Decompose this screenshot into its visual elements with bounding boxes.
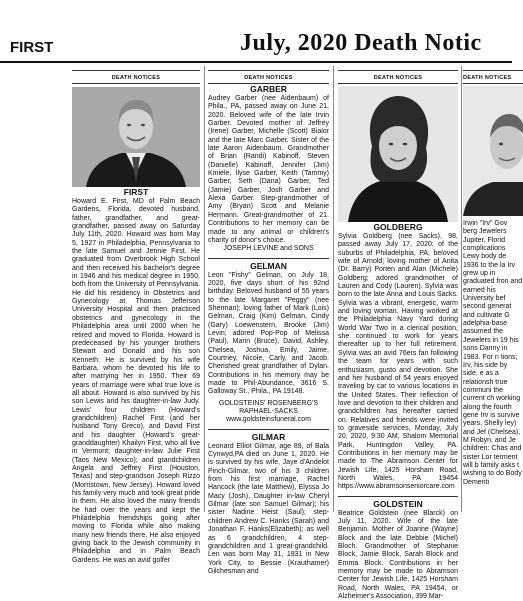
funeral-home-gelman: GOLDSTEINS' ROSENBERG'S RAPHAEL-SACKS www.goldsteinsfuneral.com	[218, 399, 319, 424]
portrait-photo-goldberg	[338, 86, 458, 222]
notice-divider	[208, 258, 329, 259]
portrait-photo-partial	[463, 86, 523, 216]
obituary-text-first: Howard E. First, MD of Palm Beach Gardens, Florida, devoted husband, father, grandfather, and great-grandfather, passed away on Saturday July 11th, 2020. Howard was born May 5, 1927 in Philadelphia, Pennsylvania to the late Samuel and Jennie First. He graduated from Overbrook High School and then received his bachelor's degree in 1946 and his medical degree in 1950, both from the University of Pennsylvania. He did his residency in Obstetrics and Gynecology at Thomas Jefferson University Hospital and then practiced obstetrics and gynecology in the Philadelphia area until 2000 when he retired and moved to Florida. Howard is predeceased by his younger brothers Stewart and Donald and his son Kenneth. He is survived by his wife Barbara, whom he devoted his life to after marrying her in 1950. Their 69 years of marriage were what true love is all about. Howard is also survived by his son Lewis and his daughter-in-law Judy. Lewis' four children (Howard's grandchildren) Rachel First (and her husband Tony Greco), and David First and his daughter (Howard's great-granddaughter) Khailyn First, who all live in Vermont; daughter-in-law Julie First (Taos New Mexico); and grandchildren Angela and Jeffrey First (Houston, Texas) and step-grandson Joseph Rizzo (Morristown, New Jersey). Howard loved his family very much and took great pride in them. He also loved the many friends he had over the years and kept the Philadelphia friendships going after moving to Florida while also making many new friends there. He also enjoyed giving back to the Jewish community in Philadelphia and in Palm Beach Gardens. He was an avid golfer	[72, 198, 200, 564]
deceased-name-gilmar: GILMAR	[251, 431, 286, 442]
column-divider	[204, 66, 205, 512]
obituary-text-gilmar: Leonard Elliot Gilmar, age 89, of Bala Cynwyd,PA died on June 1, 2020. He is survived by his wife, Jaye d'Andelot Pinch-Gilmar, two of his 3 children from his first marriage, Rachel Hancock (the late Matthew), Elyssa Jo Macy (Josh), Daughter in-law Cheryl Gilmar (late son Samuel Gilmar); his sister Nadine Heist (Saul); step-children Andrew C. Hanks (Sarah) and Jonathan F. Hanks(Elizabeth); as well as 6 grandchildren, 4 step-grandchildren and 1 great-grandchild. Len was born May 31, 1931 in New York City, to Bessie (Krauthamer) Gilchesman and	[208, 442, 329, 575]
notice-column-partial	[463, 66, 523, 512]
obituary-text-partial: Irwin "Irv" Gov berg Jewelers Jupiter, Florid complications Lewy body de 1936 to the la Irv grew up in graduated fron and earned his University bef second generat and cultivate G adelphia-base assumed the Jewelers in 19 his sons Danny in 1983. For n tions; Irv, his side by side, e as a relationsh true communi the current ch working along the fourth gene Irv is survive years, Shelly ley) and Jef (Chelsea), M Robyn, and Je children: Chas and sister Lor terment will b family asks t wishing to do Body Dementi	[463, 220, 523, 486]
portrait-photo-first	[72, 87, 200, 187]
death-notices-label: DEATH NOTICES	[72, 70, 200, 84]
funeral-home-garber: JOSEPH LEVINE and SONS	[223, 245, 314, 253]
deceased-name-goldstein: GOLDSTEIN	[373, 498, 423, 509]
page-title: July, 2020 Death Notic	[240, 30, 482, 56]
deceased-name-garber: GARBER	[250, 84, 287, 94]
section-name: FIRST	[10, 39, 54, 56]
notice-divider	[338, 496, 458, 497]
column-divider	[461, 66, 462, 512]
header-rule	[0, 61, 512, 63]
death-notices-label: DEATH NOTICES	[338, 70, 458, 84]
death-notices-label: DEATH NOTICES	[208, 70, 329, 84]
notice-column-garber-gelman-gilmar	[208, 66, 329, 575]
obituary-text-goldstein: Beatrice Goldstein (nee Blarck) on July 11, 2020. Wife of the late Benjamin. Mother of Joanne (Wayne) Block and the late Debbie (Michel) Bloch. Grandmother of Stephanie Block, Jamie Block, Sarah Block and Emma Block. Contributions in her memory may be made to Abramson Center for Jewish Life, 1425 Horsham Road, North Wales, PA 19454, or Alzheimer's Association, 399 Mar-	[338, 509, 458, 601]
column-divider	[333, 66, 334, 512]
obituary-text-goldberg: Sylvia Goldberg (nee Sacks), 98, passed away July 17, 2020; of the suburbs of Philadelphia, PA; beloved wife of Arnold; loving mother of Anita (Dr. Barry) Porten and Alan (Michele) Goldberg; adored grandmother of Lauren and Cody (Lauren). Sylvia was born to the late Anna and Louis Sacks. Sylvia was a vibrant, energetic, warm and loving woman. Having worked at the Philadelphia Navy Yard during World War Two in a clerical position, she continued to work for years thereafter up to her full retirement. Sylvia was an avid 76ers fan following the team for years with such enthusiasm, gusto and devotion. She and her husband of 54 years enjoyed traveling by car to various locations in the United States. Their reflection of love and devotion to their children and grandchildren has hereafter carried on. Relatives and friends were invited to graveside services, Monday, July 20, 2020, 9:30 AM, Shalom Memorial Park, Huntingdon Valley, PA. Contributions in her memory may be made to The Abramson Center for Jewish Life, 1425 Horsham Road, North Wales, PA 19454 https://www.abramsonseniorcare.com	[338, 233, 458, 491]
deceased-name-goldberg: GOLDBERG	[373, 222, 423, 232]
notice-column-first	[72, 66, 200, 564]
death-notices-label: DEATH NOTICES	[463, 70, 523, 84]
deceased-name-gelman: GELMAN	[250, 260, 287, 271]
deceased-name-first: FIRST	[123, 187, 149, 197]
obituary-text-gelman: Leon "Fishy" Gelman, on July 18, 2020, five days short of his 92nd birthday. Beloved husband of 55 years to the late Margaret "Peggy" (nee Sherman); loving father of Mark (Lois) Gelman, Craig (Kim) Gelman, Cindy (Gary) Loewenstern, Brooke (Jim) Levin; adored Pop-Pop of Melissa (Paul), Marin (Bruce), David, Ashley, Chelsea, Joshua, Emily, Jaime, Courtney, Nicole, Carly, and Jacob. Cherished great grandfather of Dylan. Contributions in his memory may be made to Phil-Abundance, 3616 S. Galloway St., Phila., PA 19148.	[208, 271, 329, 396]
notice-divider	[208, 429, 329, 430]
notice-column-goldberg-goldstein	[338, 66, 458, 601]
page-header	[0, 0, 512, 66]
obituary-text-garber: Audrey Garber (nee Aidenbaum) of Phila., PA, passed away on June 21, 2020. Beloved wife of the late Irvin Garber. Devoted mother of Jeffrey (Irene) Garber, Michelle (Scott) Bialor and the late Marc Garber. Sister of the late Aaron Aidenbaum. Grandmother of Brian (Randi) Kabinoff, Steven (Danielle) Kabinoff, Jennifer (Jim) Kmiele, Ilyse Garber, Keith (Tammy) Garber, Seth (Dana) Garber, Ted (Jamie) Garber, Josh Garber and Alexa Garber. Step-grandmother of Amy (Bryan) Scott and Melanie Hermann. Great-grandmother of 21. Contributions to her memory can be made to any animal or children's charity of donor's choice.	[208, 95, 329, 244]
